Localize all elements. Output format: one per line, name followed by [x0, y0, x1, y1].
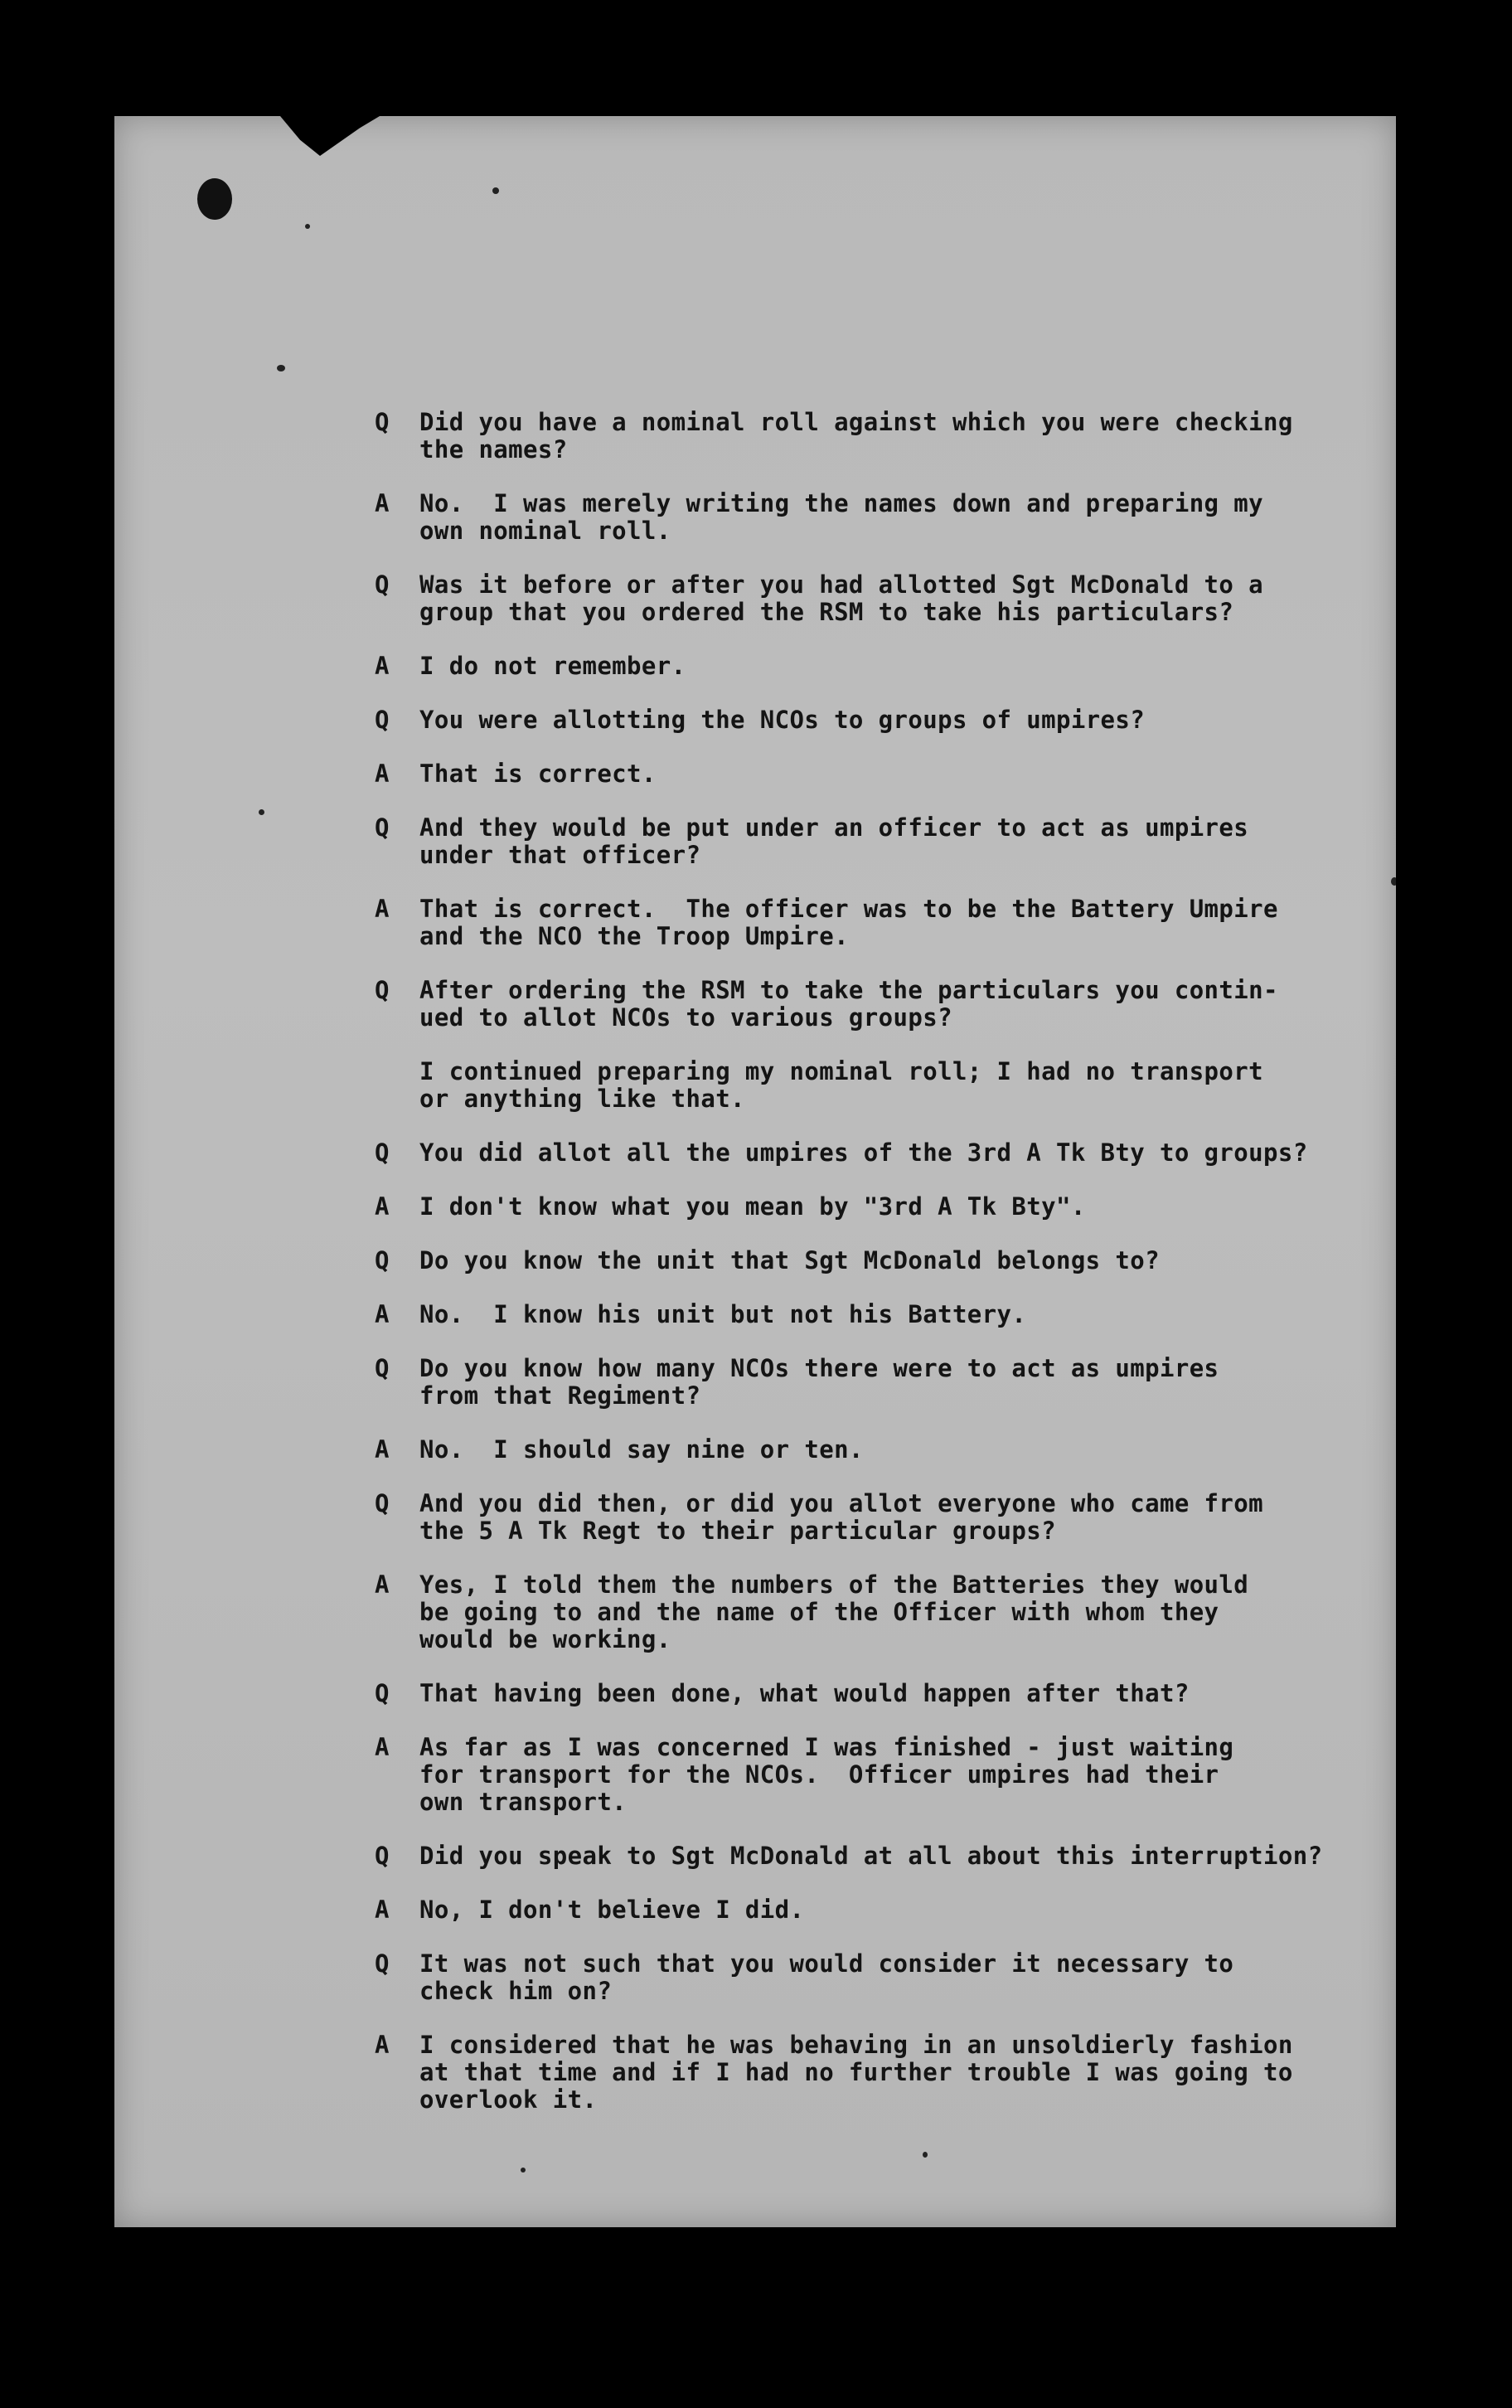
speck [259, 809, 264, 815]
qa-entry [375, 760, 1394, 788]
entry-text: And they would be put under an officer to act as umpires under that officer? [419, 813, 1249, 869]
qa-entry [375, 1193, 1394, 1221]
qa-entry [375, 1247, 1394, 1274]
entry-text: You did allot all the umpires of the 3rd A Tk Bty to groups? [419, 1138, 1308, 1167]
entry-marker: A [375, 1192, 390, 1221]
entry-text: As far as I was concerned I was finished - just waiting for transport for the NCOs. Officer umpires had their own transport. [419, 1733, 1234, 1816]
entry-text: Did you have a nominal roll against which you were checking the names? [419, 408, 1293, 464]
transcript [375, 409, 1394, 2140]
entry-marker: A [375, 1435, 390, 1464]
entry-text: Did you speak to Sgt McDonald at all about this interruption? [419, 1842, 1323, 1870]
qa-entry [375, 490, 1394, 545]
entry-text: I don't know what you mean by "3rd A Tk Bty". [419, 1192, 1086, 1221]
qa-entry [375, 706, 1394, 734]
entry-text: No. I should say nine or ten. [419, 1435, 864, 1464]
speck [923, 2152, 928, 2158]
entry-marker: A [375, 652, 390, 680]
entry-marker: Q [375, 408, 390, 436]
qa-entry [375, 1842, 1394, 1870]
entry-text: Do you know the unit that Sgt McDonald belongs to? [419, 1246, 1160, 1274]
entry-text: That is correct. The officer was to be the Battery Umpire and the NCO the Troop Umpire. [419, 895, 1278, 950]
qa-entry [375, 1950, 1394, 2005]
qa-entry [375, 1490, 1394, 1545]
entry-marker: Q [375, 1842, 390, 1870]
speck [305, 224, 310, 229]
entry-marker: A [375, 1896, 390, 1924]
qa-entry [375, 1139, 1394, 1167]
qa-entry [375, 977, 1394, 1032]
qa-entry [375, 1301, 1394, 1328]
entry-marker: A [375, 895, 390, 923]
qa-entry [375, 1355, 1394, 1410]
entry-marker: A [375, 1733, 390, 1761]
qa-entry [375, 1436, 1394, 1464]
torn-corner [280, 116, 380, 156]
entry-marker: Q [375, 570, 390, 599]
document-page [114, 116, 1396, 2227]
speck [492, 187, 499, 194]
entry-text: No. I know his unit but not his Battery. [419, 1300, 1027, 1328]
entry-text: I continued preparing my nominal roll; I had no transport or anything like that. [419, 1057, 1263, 1113]
entry-text: And you did then, or did you allot everyone who came from the 5 A Tk Regt to their particular groups? [419, 1489, 1263, 1545]
qa-entry [375, 409, 1394, 464]
qa-entry [375, 896, 1394, 950]
entry-text: I considered that he was behaving in an unsoldierly fashion at that time and if I had no further trouble I was going to overlook it. [419, 2031, 1293, 2114]
punch-hole [197, 178, 232, 220]
entry-marker: Q [375, 1949, 390, 1978]
entry-marker: A [375, 489, 390, 517]
qa-entry [375, 1896, 1394, 1924]
qa-entry [375, 1734, 1394, 1816]
speck [521, 2168, 526, 2173]
speck [277, 365, 285, 371]
entry-text: Do you know how many NCOs there were to act as umpires from that Regiment? [419, 1354, 1219, 1410]
entry-marker: A [375, 1300, 390, 1328]
entry-text: Was it before or after you had allotted Sgt McDonald to a group that you ordered the RSM to take his particulars? [419, 570, 1263, 626]
entry-marker [375, 1058, 419, 1113]
entry-marker: Q [375, 813, 390, 842]
entry-marker: Q [375, 1246, 390, 1274]
entry-text: Yes, I told them the numbers of the Batteries they would be going to and the name of the Officer with whom they would be working. [419, 1571, 1249, 1653]
entry-marker: Q [375, 976, 390, 1004]
qa-entry [375, 814, 1394, 869]
entry-marker: Q [375, 1138, 390, 1167]
entry-text: That having been done, what would happen after that? [419, 1679, 1190, 1707]
entry-marker: A [375, 760, 390, 788]
entry-text: No. I was merely writing the names down and preparing my own nominal roll. [419, 489, 1263, 545]
qa-entry [375, 653, 1394, 680]
entry-text: I do not remember. [419, 652, 686, 680]
entry-marker: Q [375, 1354, 390, 1382]
qa-entry [375, 1571, 1394, 1653]
qa-entry [375, 1058, 1394, 1113]
qa-entry [375, 1680, 1394, 1707]
entry-marker: A [375, 2031, 390, 2059]
entry-text: It was not such that you would consider it necessary to check him on? [419, 1949, 1234, 2005]
entry-text: After ordering the RSM to take the particulars you contin- ued to allot NCOs to various groups? [419, 976, 1278, 1032]
qa-entry [375, 571, 1394, 626]
entry-text: That is correct. [419, 760, 657, 788]
qa-entry [375, 2032, 1394, 2114]
entry-text: You were allotting the NCOs to groups of umpires? [419, 706, 1146, 734]
entry-marker: Q [375, 1489, 390, 1517]
entry-marker: Q [375, 706, 390, 734]
entry-marker: A [375, 1571, 390, 1599]
entry-marker: Q [375, 1679, 390, 1707]
entry-text: No, I don't believe I did. [419, 1896, 805, 1924]
